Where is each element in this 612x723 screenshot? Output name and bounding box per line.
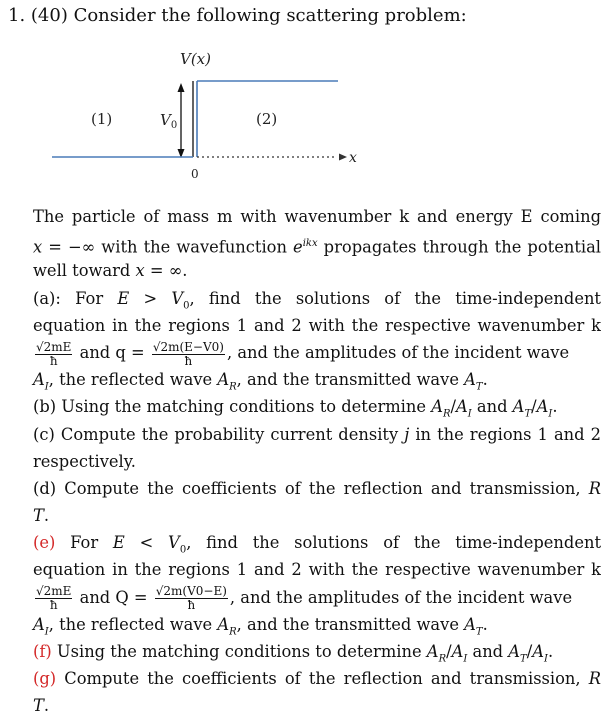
part-e-line-3: $\frac{√2mE}{ħ}$ and Q = $\frac{√2m(V0-E)}{ħ}$ , and the amplitudes of the incident wave bbox=[36, 584, 573, 613]
x-axis-label: x bbox=[349, 150, 357, 166]
intro-line-1: The particle of mass m with wavenumber k and energy E coming bbox=[33, 207, 601, 226]
intro-line-2: x = −∞ with the wavefunction $e^{ikx}$ propagates through the potential bbox=[33, 237, 601, 257]
Q-fraction: $\frac{√2m(V0-E)}{ħ}$ bbox=[155, 584, 227, 613]
part-d-line-2: T. bbox=[33, 506, 50, 526]
part-a-line-2: equation in the regions 1 and 2 with the respective wavenumber k bbox=[33, 315, 601, 335]
part-e-marker: (e) bbox=[33, 533, 56, 553]
potential-label: V(x) bbox=[180, 50, 211, 68]
k-fraction: $\frac{√2mE}{ħ}$ bbox=[36, 339, 72, 368]
part-g-line-2: T. bbox=[33, 696, 50, 716]
origin-label: 0 bbox=[191, 167, 199, 181]
part-e-line-1: (e) For $E < V_0$, find the solutions of the time-independent bbox=[33, 533, 601, 556]
part-e-line-4: $A_I$, the reflected wave $A_R$, and the transmitted wave $A_T$. bbox=[33, 614, 488, 638]
potential-step-figure bbox=[0, 0, 612, 200]
part-f-marker: (f) bbox=[33, 642, 52, 661]
part-g-line-1: (g) Compute the coefficients of the reflection and transmission, R bbox=[33, 669, 601, 689]
v0-label: $V_0$ bbox=[160, 111, 178, 131]
intro-line-3: well toward x = ∞. bbox=[33, 261, 188, 281]
q-fraction: $\frac{√2m(E-V0)}{ħ}$ bbox=[152, 339, 224, 368]
region1-label: (1) bbox=[91, 110, 113, 128]
k-fraction-e: $\frac{√2mE}{ħ}$ bbox=[36, 584, 72, 613]
part-g-marker: (g) bbox=[33, 669, 57, 689]
part-a-line-3: $\frac{√2mE}{ħ}$ and q = $\frac{√2m(E-V0)}{ħ}$ , and the amplitudes of the incident wave bbox=[36, 339, 570, 368]
part-f-line: (f) Using the matching conditions to determine $A_R/A_I$ and $A_T/A_I$. bbox=[33, 642, 554, 665]
part-d-line-1: (d) Compute the coefficients of the reflection and transmission, R bbox=[33, 478, 601, 498]
problem-body bbox=[33, 203, 601, 720]
x-axis-arrowhead bbox=[339, 154, 347, 161]
part-e-line-2: equation in the regions 1 and 2 with the respective wavenumber k bbox=[33, 560, 601, 580]
part-b-line: (b) Using the matching conditions to determine $A_R/A_I$ and $A_T/A_I$. bbox=[33, 397, 558, 420]
part-c-line-2: respectively. bbox=[33, 451, 136, 471]
problem-title: 1. (40) Consider the following scattering problem: bbox=[8, 5, 467, 26]
region2-label: (2) bbox=[256, 110, 278, 128]
v0-arrow bbox=[178, 83, 185, 158]
part-a-line-4: $A_I$, the reflected wave $A_R$, and the transmitted wave $A_T$. bbox=[33, 370, 488, 393]
part-c-line-1: (c) Compute the probability current density j in the regions 1 and 2 bbox=[33, 424, 601, 444]
part-a-line-1: (a): For $E > V_0$, find the solutions of the time-independent bbox=[33, 288, 601, 311]
